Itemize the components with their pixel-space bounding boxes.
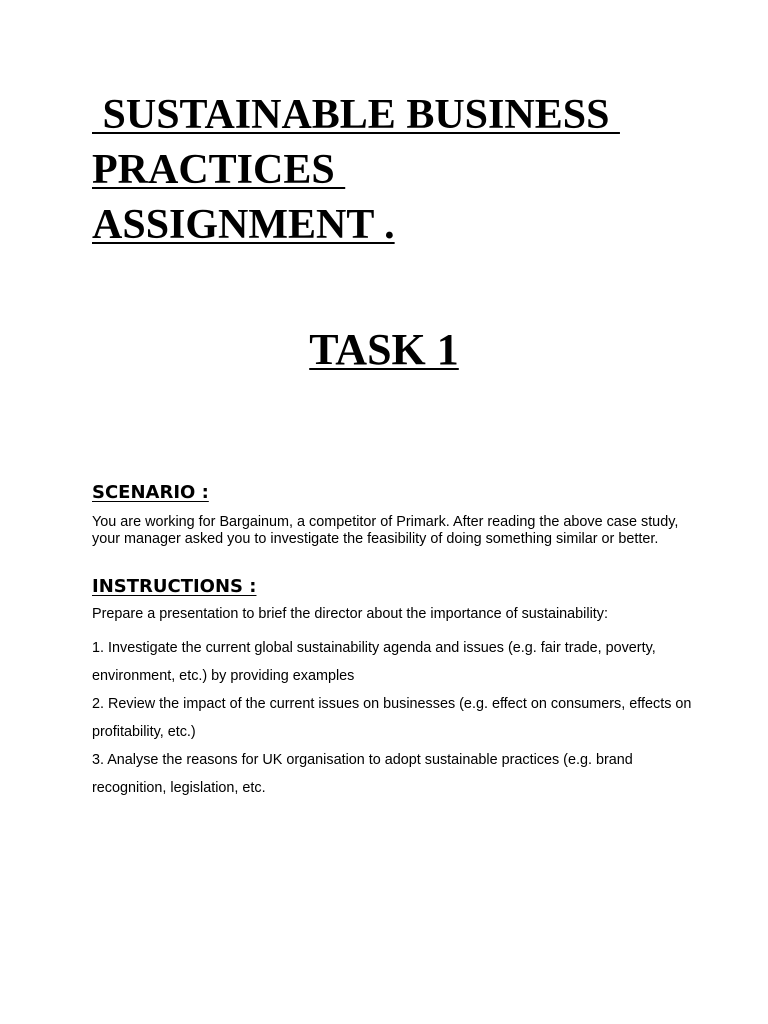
task-heading-text: TASK 1 <box>309 325 459 374</box>
instruction-item: 3. Analyse the reasons for UK organisation to adopt sustainable practices (e.g. brand recognition, legislation, etc. <box>92 752 633 796</box>
instructions-intro: Prepare a presentation to brief the director about the importance of sustainability: <box>92 606 608 622</box>
task-heading <box>0 322 768 378</box>
scenario-heading <box>92 482 209 504</box>
title-line: ASSIGNMENT . <box>92 202 395 248</box>
title-line: PRACTICES <box>92 147 346 193</box>
title-line: SUSTAINABLE BUSINESS <box>92 92 620 138</box>
scenario-paragraph: You are working for Bargainum, a competitor of Primark. After reading the above case study, your manager asked you to investigate the feasibility of doing something similar or better. <box>92 514 679 547</box>
document-title <box>92 88 732 253</box>
instructions-heading <box>92 576 256 598</box>
instructions-body <box>92 606 702 802</box>
instructions-heading-text: INSTRUCTIONS : <box>92 576 257 597</box>
instruction-item: 2. Review the impact of the current issues on businesses (e.g. effect on consumers, effects on profitability, etc.) <box>92 696 692 740</box>
scenario-heading-text: SCENARIO : <box>92 482 209 503</box>
instruction-item: 1. Investigate the current global sustainability agenda and issues (e.g. fair trade, poverty, environment, etc.) by providing examples <box>92 640 656 684</box>
instructions-list <box>92 634 702 802</box>
